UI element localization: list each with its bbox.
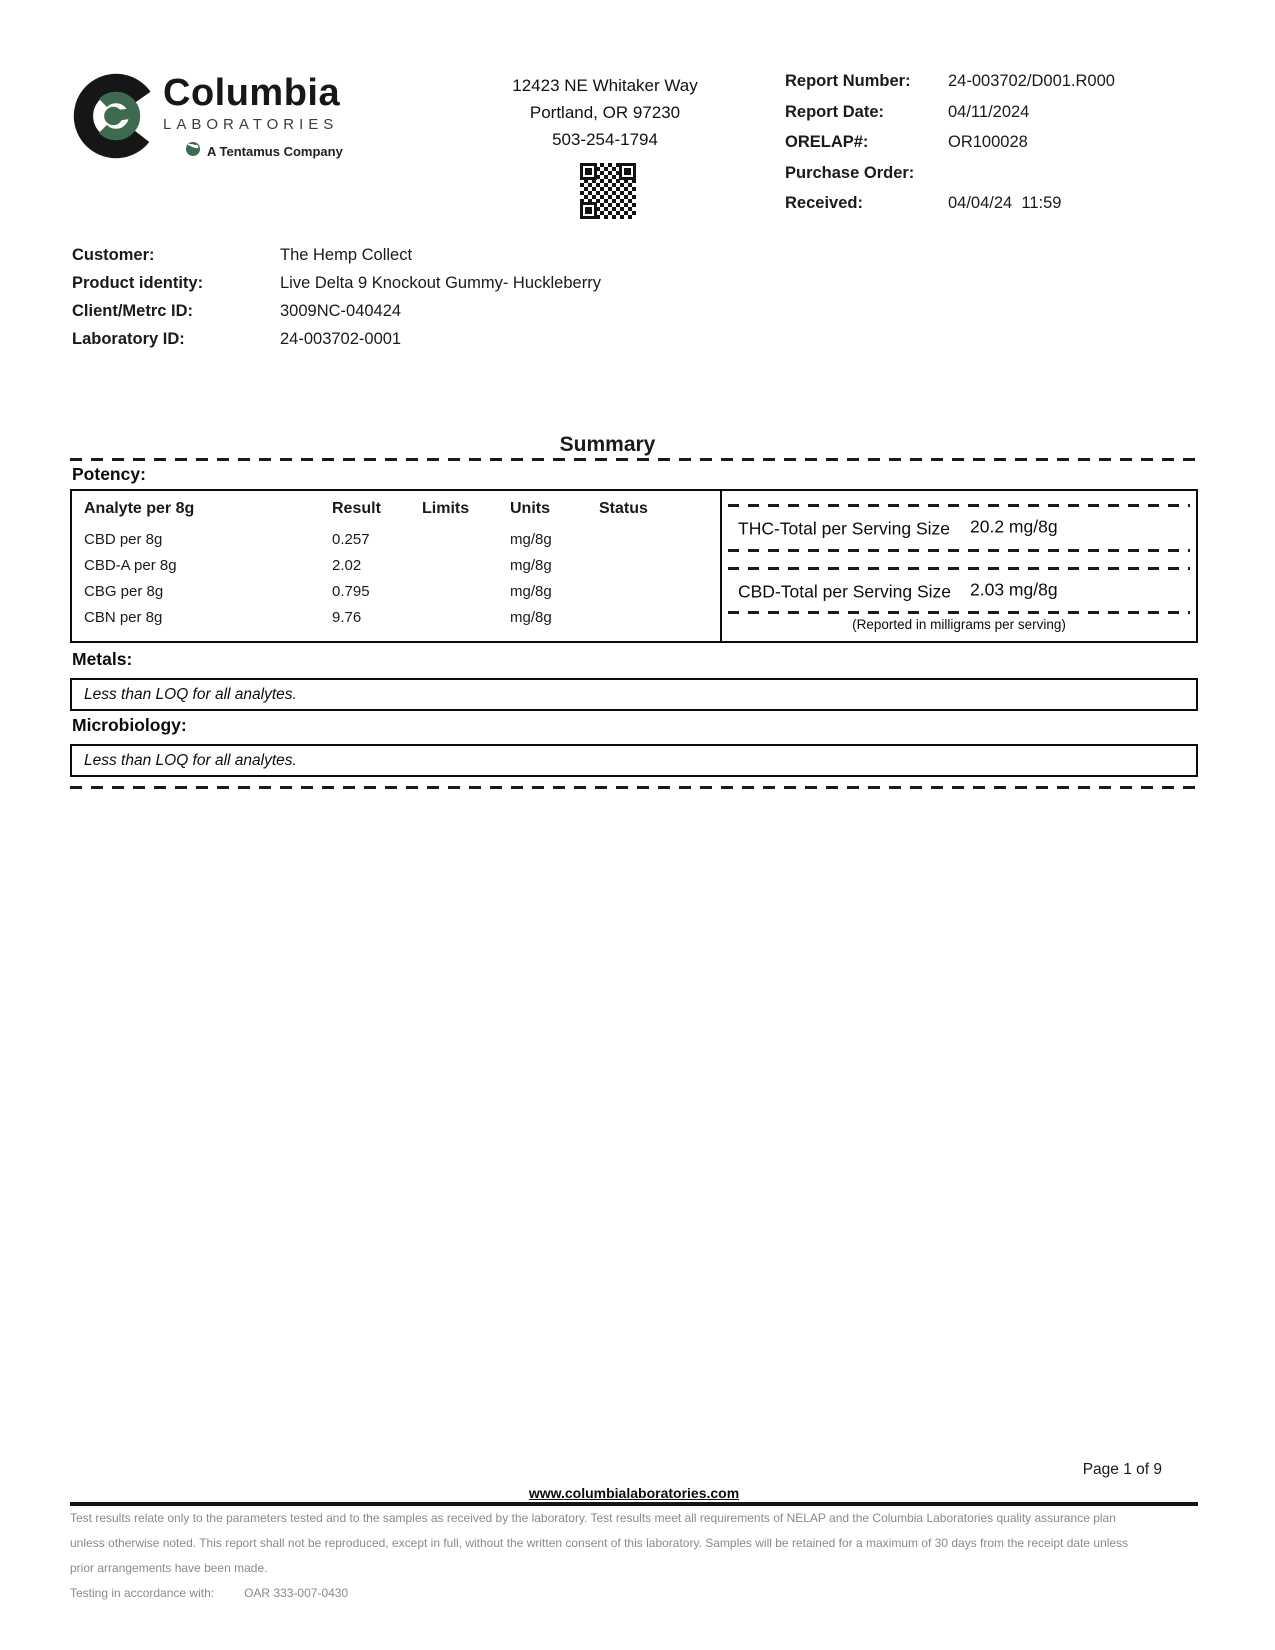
cbd-total-row	[728, 567, 1190, 614]
table-row-units: mg/8g	[510, 531, 552, 548]
product-identity-value: Live Delta 9 Knockout Gummy- Huckleberry	[280, 274, 601, 292]
orelap-value: OR100028	[948, 133, 1028, 151]
table-row-status	[599, 609, 679, 635]
columbia-logo-icon	[72, 70, 160, 162]
table-row-analyte: CBD-A per 8g	[84, 557, 177, 574]
testing-accordance-label: Testing in accordance with:	[70, 1586, 215, 1600]
address-line-1: 12423 NE Whitaker Way	[512, 76, 698, 95]
purchase-order-label: Purchase Order:	[785, 163, 915, 182]
report-date-label: Report Date:	[785, 102, 885, 121]
laboratory-id-value: 24-003702-0001	[280, 330, 402, 348]
thc-total-label: THC-Total per Serving Size	[738, 518, 951, 539]
report-meta-row	[785, 133, 1205, 164]
metals-heading: Metals:	[72, 649, 133, 669]
table-row-status	[599, 583, 679, 609]
logo-text-block	[163, 74, 423, 162]
microbiology-heading: Microbiology:	[72, 715, 187, 735]
table-row-units: mg/8g	[510, 609, 552, 626]
cbd-total-value: 2.03 mg/8g	[970, 579, 1058, 600]
sample-info-row	[72, 330, 772, 358]
client-metrc-id-label: Client/Metrc ID:	[72, 302, 194, 320]
tentamus-tagline: A Tentamus Company	[207, 143, 343, 159]
orelap-label: ORELAP#:	[785, 133, 869, 151]
website-link[interactable]: www.columbialaboratories.com	[528, 1485, 740, 1501]
col-header-units: Units	[510, 500, 550, 517]
microbiology-result-box	[70, 744, 1198, 777]
table-row-status	[599, 557, 679, 583]
sample-info-row	[72, 302, 772, 330]
microbiology-result-text: Less than LOQ for all analytes.	[84, 751, 297, 769]
sample-info-row	[72, 274, 772, 302]
col-header-limits: Limits	[422, 500, 470, 517]
thc-total-row	[728, 504, 1190, 552]
thc-total-value: 20.2 mg/8g	[970, 516, 1058, 537]
testing-accordance-value: OAR 333-007-0430	[244, 1586, 349, 1600]
table-row-result: 9.76	[332, 609, 362, 626]
table-row-limits	[422, 531, 510, 557]
report-number-value: 24-003702/D001.R000	[948, 72, 1115, 90]
table-row-analyte: CBN per 8g	[84, 609, 163, 626]
address-line-3: 503-254-1794	[552, 130, 658, 150]
table-row-result: 0.795	[332, 583, 370, 600]
table-row-units: mg/8g	[510, 557, 552, 574]
tentamus-leaf-icon	[185, 141, 201, 162]
report-meta-block	[785, 72, 1205, 225]
customer-label: Customer:	[72, 246, 155, 264]
received-value: 04/04/24 11:59	[948, 194, 1062, 212]
table-row-limits	[422, 609, 510, 635]
disclaimer-line: Test results relate only to the parameters tested and to the samples as received by the laboratory. Test results meet all requirements of NELAP and the Columbia Laboratories quality assurance plan	[70, 1511, 1116, 1525]
col-header-result: Result	[332, 500, 381, 517]
dashed-divider-top	[70, 458, 1198, 461]
footer-disclaimer	[70, 1511, 1230, 1611]
totals-note: (Reported in milligrams per serving)	[852, 617, 1066, 632]
brand-subtitle: LABORATORIES	[163, 115, 339, 133]
report-number-label: Report Number:	[785, 72, 911, 90]
metals-result-text: Less than LOQ for all analytes.	[84, 685, 297, 703]
brand-name: Columbia	[163, 72, 341, 114]
col-header-status: Status	[599, 500, 648, 517]
address-line-2: Portland, OR 97230	[529, 103, 681, 123]
table-row-units: mg/8g	[510, 583, 552, 600]
table-row-status	[599, 531, 679, 557]
table-row-limits	[422, 557, 510, 583]
dashed-divider-bottom	[70, 786, 1198, 789]
product-identity-label: Product identity:	[72, 274, 204, 292]
report-meta-row	[785, 164, 1205, 195]
table-row-analyte: CBG per 8g	[84, 583, 164, 600]
report-meta-row	[785, 103, 1205, 134]
potency-heading: Potency:	[72, 464, 146, 484]
page-number: Page 1 of 9	[1082, 1461, 1162, 1478]
table-row-result: 0.257	[332, 531, 370, 548]
client-metrc-id-value: 3009NC-040424	[280, 302, 402, 320]
sample-info-row	[72, 246, 772, 274]
summary-title: Summary	[559, 433, 656, 456]
cbd-total-label: CBD-Total per Serving Size	[738, 580, 951, 601]
lab-address	[455, 72, 755, 154]
report-meta-row	[785, 194, 1205, 225]
received-label: Received:	[785, 194, 863, 212]
table-row-result: 2.02	[332, 557, 362, 574]
serving-totals-box	[720, 489, 1198, 643]
footer-rule	[70, 1502, 1198, 1506]
potency-table	[70, 489, 722, 643]
col-header-analyte: Analyte per 8g	[84, 500, 195, 517]
table-row-analyte: CBD per 8g	[84, 531, 163, 548]
customer-value: The Hemp Collect	[280, 246, 413, 264]
report-date-value: 04/11/2024	[948, 102, 1030, 121]
qr-code-icon	[577, 160, 639, 222]
laboratory-id-label: Laboratory ID:	[72, 330, 185, 348]
report-meta-row	[785, 72, 1205, 103]
table-row-limits	[422, 583, 510, 609]
disclaimer-line: unless otherwise noted. This report shall not be reproduced, except in full, without the written consent of this laboratory. Samples will be retained for a maximum of 30 days from the receipt date unless	[70, 1536, 1129, 1550]
metals-result-box	[70, 678, 1198, 711]
disclaimer-line: prior arrangements have been made.	[70, 1561, 268, 1575]
sample-info-block	[72, 246, 772, 358]
